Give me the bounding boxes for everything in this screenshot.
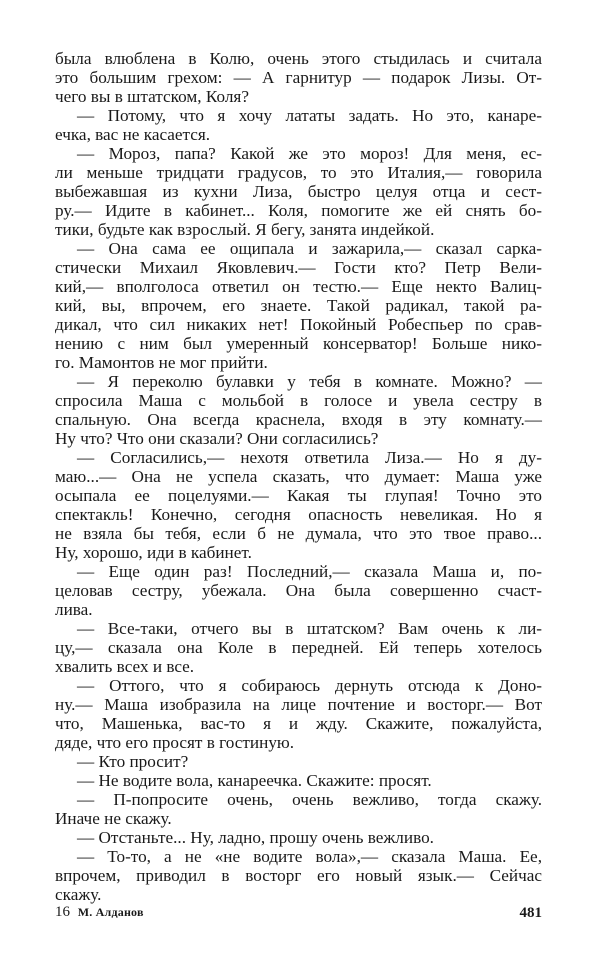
text-line: спальную. Она всегда краснела, входя в эту комнату.— [55,410,542,429]
text-line: — Не водите вола, канареечка. Скажите: просят. [77,771,432,790]
text-line: — Оттого, что я собираюсь дернуть отсюда к Доно- [77,676,542,695]
text-line: — То-то, а не «не водите вола»,— сказала Маша. Ее, [77,847,542,866]
text-line: была влюблена в Колю, очень этого стыдилась и считала [55,49,542,68]
text-line: осыпала ее поцелуями.— Какая ты глупая! Точно это [55,486,542,505]
text-line: ли меньше тридцати градусов, то это Италия,— говорила [55,163,542,182]
text-line: дяде, что его просят в гостиную. [55,733,295,752]
text-line: ечка, вас не касается. [55,125,211,144]
text-line: цу,— сказала она Коле в передней. Ей теперь хотелось [55,638,542,657]
text-line: что, Машенька, вас-то я и жду. Скажите, пожалуйста, [55,714,542,733]
text-line: го. Мамонтов не мог прийти. [55,353,268,372]
text-line: кий, вы, впрочем, его знаете. Такой радикал, такой ра- [55,296,542,315]
text-line: не взяла бы тебя, если б не думала, что это твое право... [55,524,542,543]
body-text [55,49,542,904]
text-line: — П-попросите очень, очень вежливо, тогда скажу. [77,790,542,809]
text-line: — Кто просит? [77,752,189,771]
text-line: ру.— Идите в кабинет... Коля, помогите же ей снять бо- [55,201,542,220]
text-line: — Еще один раз! Последний,— сказала Маша и, по- [77,562,542,581]
text-line: — Мороз, папа? Какой же это мороз! Для меня, ес- [77,144,542,163]
text-line: — Отстаньте... Ну, ладно, прошу очень вежливо. [77,828,434,847]
text-line: спектакль! Конечно, сегодня опасность невеликая. Но я [55,505,542,524]
text-line: чего вы в штатском, Коля? [55,87,249,106]
text-line: стически Михаил Яковлевич.— Гости кто? Петр Вели- [55,258,542,277]
signature-author: М. Алданов [77,905,144,919]
text-line: дикал, что сил никаких нет! Покойный Робеспьер по срав- [55,315,542,334]
text-line: скажу. [55,885,102,904]
text-line: — Я переколю булавки у тебя в комнате. Можно? — [77,372,542,391]
text-line: Иначе не скажу. [55,809,172,828]
text-line: целовав сестру, убежала. Она была совершенно счаст- [55,581,542,600]
signature-number: 16 [55,904,70,920]
text-line: это большим грехом: — А гарнитур — подарок Лизы. От- [55,68,542,87]
text-line: лива. [55,600,93,619]
text-line: — Она сама ее ощипала и зажарила,— сказал сарка- [77,239,542,258]
text-line: — Потому, что я хочу лататы задать. Но это, канаре- [77,106,542,125]
page-footer [55,902,542,922]
text-line: хвалить всех и все. [55,657,195,676]
text-line: нению с ним был умеренный консерватор! Больше нико- [55,334,542,353]
printer-signature [55,902,144,922]
text-line: Ну что? Что они сказали? Они согласились? [55,429,379,448]
text-line: выбежавшая из кухни Лиза, быстро целуя отца и сест- [55,182,542,201]
text-line: — Согласились,— нехотя ответила Лиза.— Но я ду- [77,448,542,467]
text-line: — Все-таки, отчего вы в штатском? Вам очень к ли- [77,619,542,638]
text-line: кий,— вполголоса ответил он тестю.— Еще некто Валиц- [55,277,542,296]
text-line: Ну, хорошо, иди в кабинет. [55,543,252,562]
text-line: спросила Маша с мольбой в голосе и увела сестру в [55,391,542,410]
text-line: тики, будьте как взрослый. Я бегу, занята индейкой. [55,220,435,239]
text-line: ну.— Маша изобразила на лице почтение и восторг.— Вот [55,695,542,714]
page-number: 481 [519,905,542,921]
text-line: впрочем, приводил в восторг его новый язык.— Сейчас [55,866,542,885]
text-line: маю...— Она не успела сказать, что думает: Маша уже [55,467,542,486]
